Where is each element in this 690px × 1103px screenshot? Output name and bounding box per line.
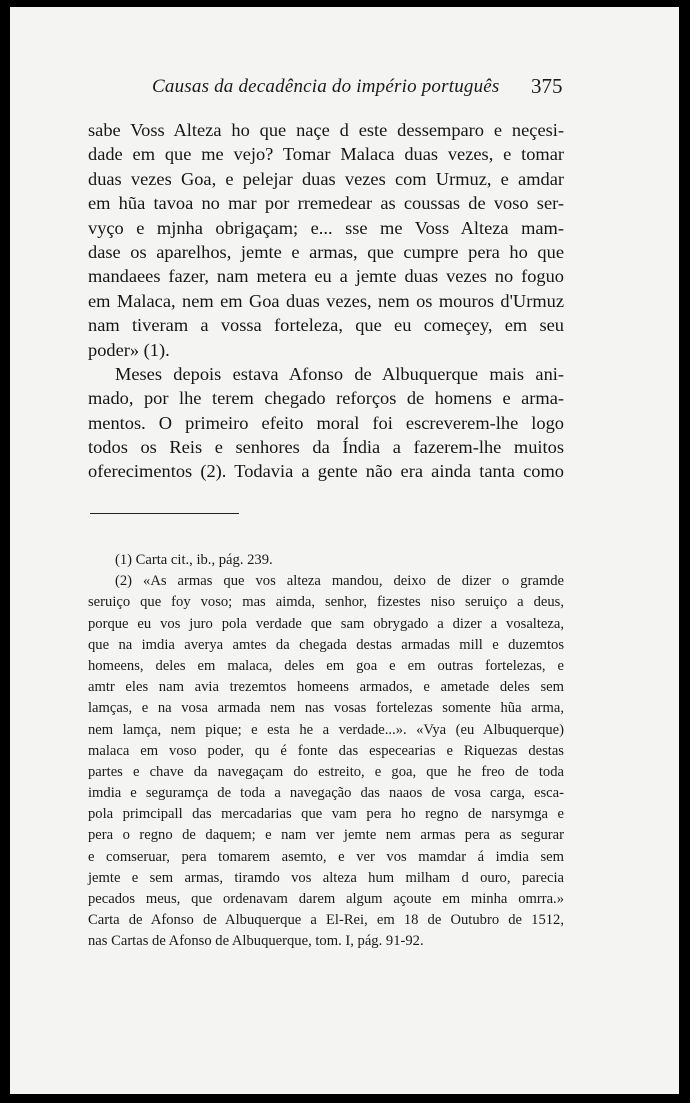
footnote-line: homeens, deles em malaca, deles em goa e em outras fortelezas, e xyxy=(88,657,564,674)
text-line: poder» (1). xyxy=(88,339,170,360)
footnote-line: e comseruar, pera tomarem asemto, e ver vos mamdar á imdia sem xyxy=(88,848,564,865)
footnotes xyxy=(88,550,564,953)
footnote-line: nas Cartas de Afonso de Albuquerque, tom. I, pág. 91-92. xyxy=(88,933,424,950)
footnote-line: Carta de Afonso de Albuquerque a El-Rei, em 18 de Outubro de 1512, xyxy=(88,912,564,929)
footnote-line: que na imdia averya amtes da chegada destas armadas mill e duzemtos xyxy=(88,636,564,653)
text-line: Meses depois estava Afonso de Albuquerque mais ani- xyxy=(115,363,564,384)
running-title: Causas da decadência do império português xyxy=(152,76,500,97)
paragraph-2 xyxy=(88,362,564,484)
footnote-line: nem lamça, nem pique; e esta he a verdade...». «Vya (eu Albuquerque) xyxy=(88,721,564,738)
footnote-line: amtr eles nam avia trezemtos homeens armados, e ametade deles sem xyxy=(88,679,564,696)
footnote-line: pera o regno de daquem; e nam ver jemte nem armas pera as segurar xyxy=(88,827,564,844)
text-line: oferecimentos (2). Todavia a gente não era ainda tanta como xyxy=(88,461,564,482)
body-text xyxy=(88,118,564,484)
footnote-line: pecados meus, que ordenavam darem algum açoute em minha omrra.» xyxy=(88,891,564,907)
footnote-line: seruiço que foy voso; mas aimda, senhor, fizestes niso seruiço a deus, xyxy=(88,594,564,611)
footnote-divider xyxy=(90,513,239,514)
text-line: em Malaca, nem em Goa duas vezes, nem os mouros d'Urmuz xyxy=(88,290,564,311)
text-line: todos os Reis e senhores da Índia a fazerem-lhe muitos xyxy=(88,437,564,458)
footnote-line: malaca em voso poder, qu é fonte das especearias e Riquezas destas xyxy=(88,742,564,759)
paragraph-1 xyxy=(88,118,564,362)
footnote-line: pola primcipall das mercadarias que vam pera ho regno de narsymga e xyxy=(88,806,564,823)
footnote-line: partes e chave da navegaçam do estreito, e goa, que he freo de toda xyxy=(88,763,564,780)
text-line: mado, por lhe terem chegado reforços de homens e arma- xyxy=(88,388,564,409)
book-page xyxy=(10,7,679,1094)
footnote-line: lamças, e na vosa armada nem nas vosas fortelezas somente hũa arma, xyxy=(88,700,564,717)
footnote-2 xyxy=(88,571,564,952)
text-line: sabe Voss Alteza ho que naçe d este dessemparo e neçesi- xyxy=(88,120,564,140)
page-number: 375 xyxy=(531,74,563,98)
footnote-line: jemte e sem armas, tiramdo vos alteza hum milham d ouro, parecia xyxy=(88,869,564,886)
text-line: em hũa tavoa no mar por rremedear as coussas de voso ser- xyxy=(88,193,564,214)
footnote-line: imdia e seguramça de toda a navegação das naaos de vosa carga, esca- xyxy=(88,785,564,802)
text-line: dade em que me vejo? Tomar Malaca duas vezes, e tomar xyxy=(88,144,564,165)
text-line: nam tiveram a vossa forteleza, que eu começey, em seu xyxy=(88,315,564,336)
text-line: mandaees fazer, nam metera eu a jemte duas vezes no foguo xyxy=(88,266,564,287)
footnote-1: (1) Carta cit., ib., pág. 239. xyxy=(115,552,273,568)
text-line: dase os aparelhos, jemte e armas, que cumpre pera ho que xyxy=(88,241,564,262)
footnote-line: (2) «As armas que vos alteza mandou, deixo de dizer o gramde xyxy=(115,573,564,590)
footnote-line: porque eu vos juro pola verdade que sam obrygado a dizer a vosalteza, xyxy=(88,615,564,632)
text-line: mentos. O primeiro efeito moral foi escreverem-lhe logo xyxy=(88,412,564,433)
text-line: vyço e mjnha obrigaçam; e... sse me Voss Alteza mam- xyxy=(88,217,564,238)
text-line: duas vezes Goa, e pelejar duas vezes com Urmuz, e amdar xyxy=(88,168,564,189)
